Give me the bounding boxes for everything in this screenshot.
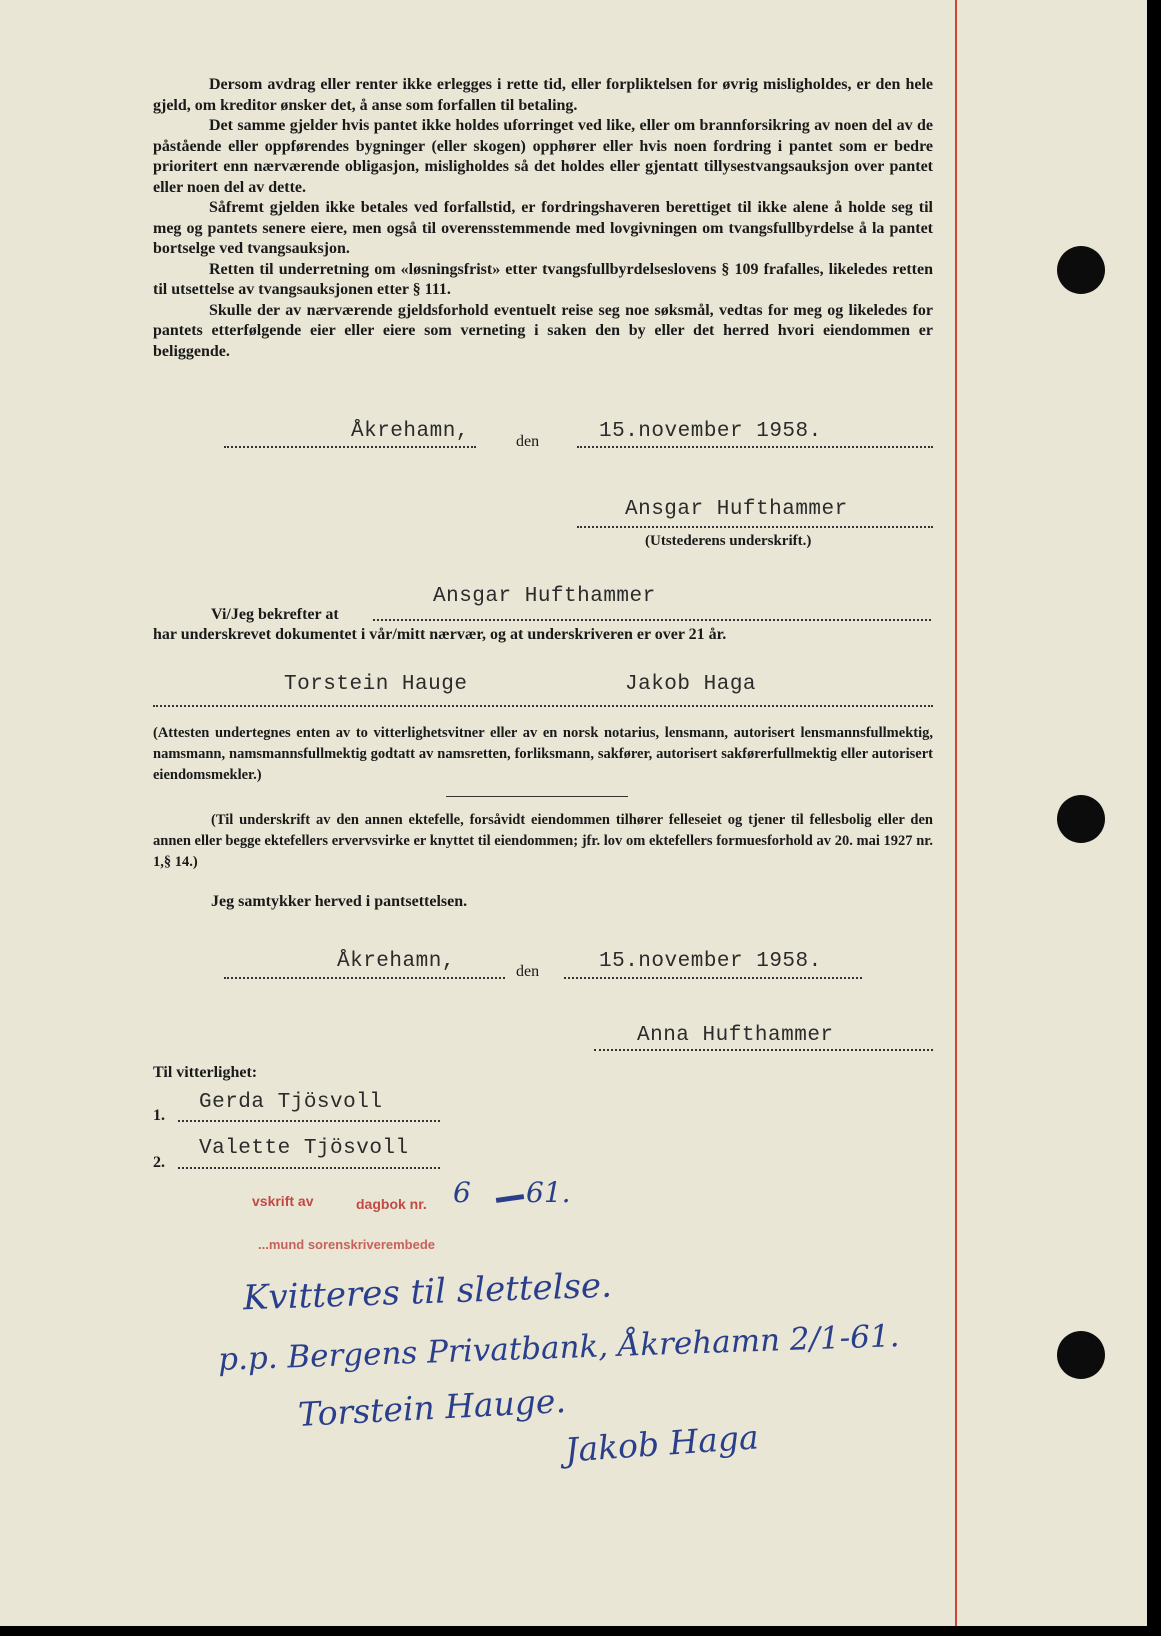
stamp-dash bbox=[496, 1194, 524, 1203]
paragraph-forced-sale: Såfremt gjelden ikke betales ved forfallstid, er fordringshaveren berettiget til ikke alene å holde seg til meg og pantets senere eiere, men også til overensstemmende med lovgivningen om tvangsfullbyrdelse å la pantet bortselge ved tvangsauksjon. bbox=[153, 199, 933, 257]
spouse-den-label: den bbox=[516, 963, 540, 980]
stamp-year: 61. bbox=[526, 1176, 571, 1209]
witness-1-line bbox=[178, 1120, 440, 1122]
place-value: Åkrehamn, bbox=[351, 420, 469, 443]
stamp-line-2: ...mund sorenskriverembede bbox=[258, 1237, 436, 1252]
witness-number-2: 2. bbox=[153, 1154, 165, 1171]
spouse-place-line bbox=[224, 977, 505, 979]
handwritten-bank: p.p. Bergens Privatbank, Åkrehamn 2/1-61. bbox=[217, 1318, 901, 1378]
attested-name: Ansgar Hufthammer bbox=[433, 585, 656, 608]
attestation-statement: har underskrevet dokumentet i vår/mitt nærvær, og at underskriveren er over 21 år. bbox=[153, 626, 727, 643]
punch-hole bbox=[1057, 795, 1105, 843]
attestation-witness-1: Torstein Hauge bbox=[284, 673, 468, 696]
handwritten-signature-1: Torstein Hauge. bbox=[297, 1381, 567, 1434]
issuer-signature-line bbox=[577, 526, 933, 528]
witness-number-1: 1. bbox=[153, 1107, 165, 1124]
spouse-place: Åkrehamn, bbox=[337, 950, 455, 973]
spouse-note: (Til underskrift av den annen ektefelle, forsåvidt eiendommen tilhører felleseiet og tjener til fellesbolig eller den annen eller begge ektefellers ervervsvirke er knyttet til eiendommen; jfr. lov om ektefellers formuesforhold av 20. mai 1927 nr. 1,§ 14.) bbox=[153, 812, 933, 870]
witnesses-heading: Til vitterlighet: bbox=[153, 1064, 258, 1081]
handwritten-signature-2: Jakob Haga bbox=[563, 1417, 760, 1470]
stamp-line-1: vskrift av bbox=[252, 1193, 314, 1209]
issuer-caption: (Utstederens underskrift.) bbox=[645, 533, 812, 549]
witness-2-name: Valette Tjösvoll bbox=[199, 1137, 409, 1160]
place-line bbox=[224, 446, 476, 448]
spouse-date-line bbox=[564, 977, 862, 979]
red-margin-line bbox=[955, 0, 957, 1626]
witness-line bbox=[153, 705, 933, 707]
paragraph-deterioration: Det samme gjelder hvis pantet ikke holdes uforringet ved like, eller om brannforsikring av noen del av de påstående eller oppførendes bygninger (eller skogen) opphører eller hvis noen fordring i pantet som er bedre prioritert enn nærværende obligasjon, misligholdes så det holdes eller gjentatt tillysestvangsauksjon over pantet eller noen del av dette. bbox=[153, 117, 933, 196]
attestation-note: (Attesten undertegnes enten av to vitterlighetsvitner eller av en norsk notarius, lensmann, autorisert lensmannsfullmektig, namsmann, namsmannsfullmektig godtatt av namsretten, forliksmann, sakfører, autorisert sakførerfullmektig eller autorisert eiendomsmekler.) bbox=[153, 725, 933, 783]
paragraph-default: Dersom avdrag eller renter ikke erlegges i rette tid, eller forpliktelsen for øvrig misligholdes, er den hele gjeld, om kreditor ønsker det, å anse som forfallen til betaling. bbox=[153, 76, 933, 114]
stamp-line-1b: dagbok nr. bbox=[356, 1196, 427, 1212]
paragraph-redemption: Retten til underretning om «løsningsfrist» etter tvangsfullbyrdelseslovens § 109 frafalles, likeledes retten til utsettelse av tvangsauksjonen etter § 111. bbox=[153, 260, 933, 298]
attested-name-line bbox=[373, 619, 931, 621]
spouse-signature: Anna Hufthammer bbox=[637, 1024, 834, 1047]
witness-2-line bbox=[178, 1167, 440, 1169]
stamp-number: 6 bbox=[453, 1176, 471, 1209]
divider bbox=[446, 796, 628, 797]
den-label: den bbox=[516, 433, 540, 450]
date-line bbox=[577, 446, 933, 448]
handwritten-release: Kvitteres til slettelse. bbox=[242, 1265, 613, 1319]
spouse-date: 15.november 1958. bbox=[599, 950, 822, 973]
witness-1-name: Gerda Tjösvoll bbox=[199, 1091, 383, 1114]
punch-hole bbox=[1057, 246, 1105, 294]
date-value: 15.november 1958. bbox=[599, 420, 822, 443]
issuer-signature: Ansgar Hufthammer bbox=[625, 498, 848, 521]
consent-text: Jeg samtykker herved i pantsettelsen. bbox=[211, 893, 468, 910]
punch-hole bbox=[1057, 1331, 1105, 1379]
spouse-signature-line bbox=[594, 1049, 933, 1051]
attestation-witness-2: Jakob Haga bbox=[625, 673, 757, 696]
terms-text bbox=[153, 75, 933, 362]
paragraph-venue: Skulle der av nærværende gjeldsforhold eventuelt reise seg noe søksmål, vedtas for meg og likeledes for pantets etterfølgende eier eller eiere som verneting i saken den by eller det herred hvori eiendommen er beliggende. bbox=[153, 301, 933, 360]
attestation-lead: Vi/Jeg bekrefter at bbox=[211, 606, 339, 623]
